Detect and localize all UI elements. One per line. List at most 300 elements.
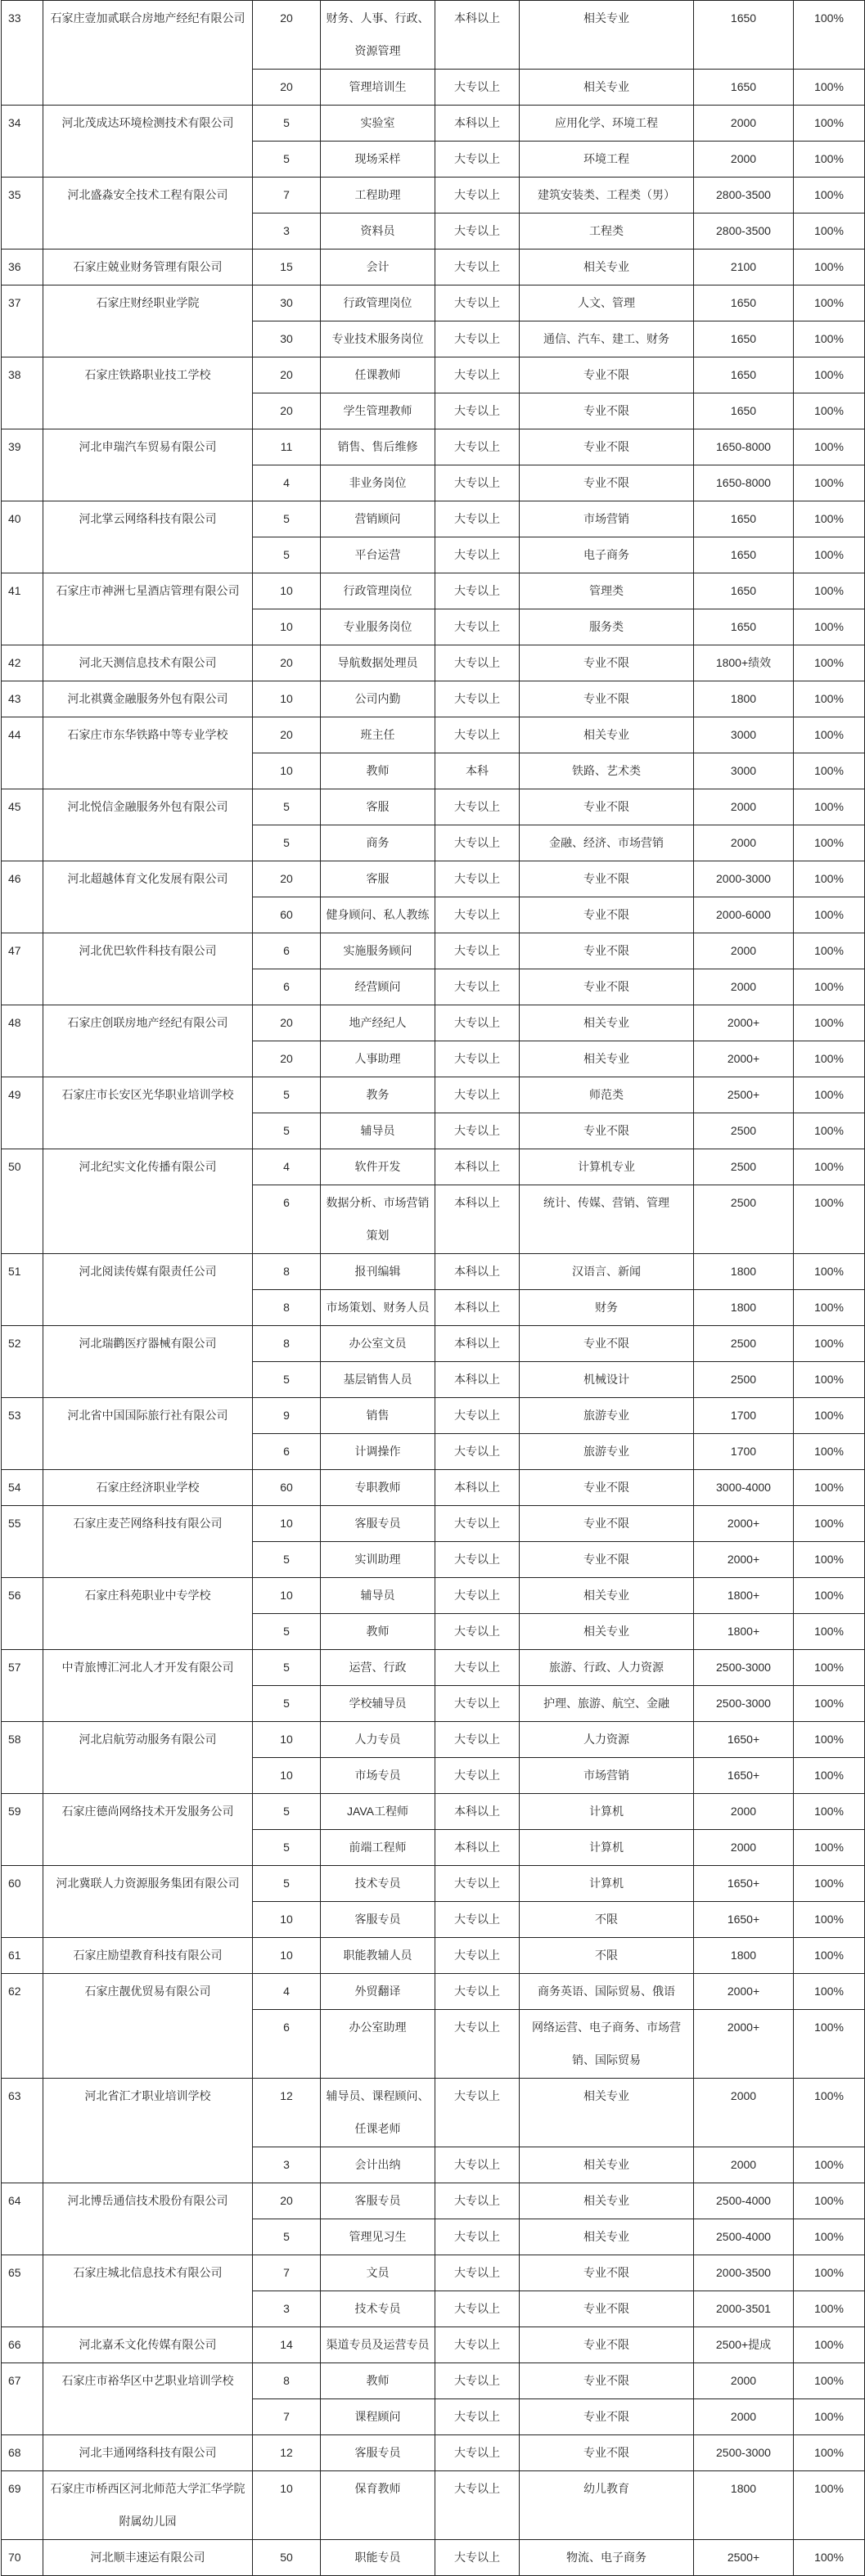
education-requirement: 大专以上 [435,70,520,106]
position-title: 经营顾问 [321,969,435,1005]
rate: 100% [794,753,865,789]
rate: 100% [794,2291,865,2327]
position-title: 工程助理 [321,178,435,214]
education-requirement: 大专以上 [435,2363,520,2399]
salary: 2000 [694,969,794,1005]
major-requirement: 相关专业 [520,2147,694,2183]
salary: 1650+ [694,1758,794,1794]
rate: 100% [794,2183,865,2219]
table-row [2,1794,865,1830]
major-requirement: 工程类 [520,214,694,250]
position-title: 管理见习生 [321,2219,435,2255]
table-row [2,2183,865,2219]
major-requirement: 相关专业 [520,2219,694,2255]
position-title: 学生管理教师 [321,393,435,429]
position-count: 6 [253,969,321,1005]
major-requirement: 专业不限 [520,429,694,465]
education-requirement: 本科以上 [435,1254,520,1290]
position-title: 教师 [321,2363,435,2399]
company-number: 64 [2,2183,43,2255]
education-requirement: 大专以上 [435,2327,520,2363]
education-requirement: 大专以上 [435,861,520,897]
major-requirement: 计算机 [520,1794,694,1830]
rate: 100% [794,1041,865,1077]
salary: 2000+ [694,1974,794,2010]
position-title: 财务、人事、行政、资源管理 [321,1,435,70]
position-count: 10 [253,681,321,717]
rate: 100% [794,2219,865,2255]
job-listings-table [1,0,865,2576]
salary: 1650 [694,609,794,645]
education-requirement: 大专以上 [435,1902,520,1938]
salary: 1800+ [694,1614,794,1650]
position-count: 5 [253,1362,321,1398]
rate: 100% [794,1254,865,1290]
education-requirement: 大专以上 [435,1722,520,1758]
major-requirement: 应用化学、环境工程 [520,106,694,142]
education-requirement: 大专以上 [435,357,520,393]
salary: 2000 [694,2363,794,2399]
company-number: 60 [2,1866,43,1938]
salary: 1800 [694,1938,794,1974]
position-title: 客服 [321,861,435,897]
position-count: 8 [253,1254,321,1290]
salary: 2000 [694,1794,794,1830]
education-requirement: 大专以上 [435,2147,520,2183]
major-requirement: 商务英语、国际贸易、俄语 [520,1974,694,2010]
table-row [2,2255,865,2291]
rate: 100% [794,1866,865,1902]
position-count: 6 [253,1185,321,1254]
table-row [2,501,865,537]
position-count: 5 [253,142,321,178]
position-title: 技术专员 [321,1866,435,1902]
position-count: 5 [253,106,321,142]
position-title: 地产经纪人 [321,1005,435,1041]
major-requirement: 相关专业 [520,70,694,106]
education-requirement: 大专以上 [435,2291,520,2327]
education-requirement: 本科 [435,753,520,789]
rate: 100% [794,1974,865,2010]
education-requirement: 大专以上 [435,501,520,537]
salary: 1650-8000 [694,465,794,501]
salary: 1700 [694,1434,794,1470]
education-requirement: 大专以上 [435,2255,520,2291]
position-count: 10 [253,609,321,645]
position-title: 计调操作 [321,1434,435,1470]
salary: 2500-4000 [694,2183,794,2219]
position-count: 7 [253,2399,321,2435]
position-title: 行政管理岗位 [321,285,435,321]
company-number: 34 [2,106,43,178]
company-name: 河北申瑞汽车贸易有限公司 [43,429,253,501]
salary: 1650+ [694,1722,794,1758]
rate: 100% [794,1506,865,1542]
major-requirement: 专业不限 [520,861,694,897]
rate: 100% [794,2010,865,2079]
company-name: 石家庄市长安区光华职业培训学校 [43,1077,253,1149]
position-count: 5 [253,1614,321,1650]
education-requirement: 大专以上 [435,573,520,609]
company-number: 53 [2,1398,43,1470]
position-title: 公司内勤 [321,681,435,717]
rate: 100% [794,1938,865,1974]
company-name: 石家庄财经职业学院 [43,285,253,357]
salary: 1650 [694,1,794,70]
company-number: 36 [2,250,43,285]
table-row [2,1326,865,1362]
education-requirement: 大专以上 [435,681,520,717]
rate: 100% [794,861,865,897]
job-listings-body [2,1,865,2576]
position-title: 学校辅导员 [321,1686,435,1722]
table-row [2,1149,865,1185]
education-requirement: 本科以上 [435,1185,520,1254]
rate: 100% [794,789,865,825]
position-title: 市场策划、财务人员 [321,1290,435,1326]
position-count: 20 [253,1005,321,1041]
position-count: 20 [253,70,321,106]
rate: 100% [794,2471,865,2540]
table-row [2,285,865,321]
education-requirement: 大专以上 [435,789,520,825]
rate: 100% [794,1614,865,1650]
salary: 2500-3000 [694,1686,794,1722]
company-name: 石家庄麦芒网络科技有限公司 [43,1506,253,1578]
education-requirement: 大专以上 [435,1005,520,1041]
company-number: 33 [2,1,43,106]
position-title: 基层销售人员 [321,1362,435,1398]
company-name: 石家庄市神洲七星酒店管理有限公司 [43,573,253,645]
company-number: 45 [2,789,43,861]
position-title: 任课教师 [321,357,435,393]
company-name: 石家庄科苑职业中专学校 [43,1578,253,1650]
position-count: 20 [253,861,321,897]
table-row [2,250,865,285]
company-number: 57 [2,1650,43,1722]
rate: 100% [794,357,865,393]
major-requirement: 幼儿教育 [520,2471,694,2540]
education-requirement: 大专以上 [435,2219,520,2255]
company-number: 52 [2,1326,43,1398]
major-requirement: 专业不限 [520,2291,694,2327]
major-requirement: 统计、传媒、营销、管理 [520,1185,694,1254]
company-number: 55 [2,1506,43,1578]
table-row [2,573,865,609]
major-requirement: 计算机专业 [520,1149,694,1185]
salary: 2000 [694,106,794,142]
position-count: 12 [253,2435,321,2471]
salary: 1650 [694,285,794,321]
major-requirement: 师范类 [520,1077,694,1113]
salary: 1800 [694,681,794,717]
position-count: 10 [253,1722,321,1758]
company-number: 39 [2,429,43,501]
table-row [2,2540,865,2576]
salary: 2000-6000 [694,897,794,933]
company-name: 河北悦信金融服务外包有限公司 [43,789,253,861]
major-requirement: 市场营销 [520,501,694,537]
education-requirement: 大专以上 [435,321,520,357]
table-row [2,357,865,393]
education-requirement: 大专以上 [435,285,520,321]
salary: 2500 [694,1149,794,1185]
salary: 1650-8000 [694,429,794,465]
position-title: 办公室文员 [321,1326,435,1362]
salary: 3000 [694,753,794,789]
rate: 100% [794,1722,865,1758]
position-count: 4 [253,1974,321,2010]
major-requirement: 电子商务 [520,537,694,573]
rate: 100% [794,285,865,321]
rate: 100% [794,1149,865,1185]
salary: 2000 [694,1830,794,1866]
major-requirement: 物流、电子商务 [520,2540,694,2576]
company-number: 66 [2,2327,43,2363]
education-requirement: 大专以上 [435,1650,520,1686]
rate: 100% [794,1326,865,1362]
education-requirement: 大专以上 [435,465,520,501]
position-count: 11 [253,429,321,465]
education-requirement: 大专以上 [435,1113,520,1149]
position-count: 8 [253,2363,321,2399]
company-number: 50 [2,1149,43,1254]
company-name: 河北超越体育文化发展有限公司 [43,861,253,933]
company-name: 石家庄市东华铁路中等专业学校 [43,717,253,789]
major-requirement: 专业不限 [520,393,694,429]
company-number: 35 [2,178,43,250]
rate: 100% [794,250,865,285]
education-requirement: 大专以上 [435,178,520,214]
position-count: 10 [253,1938,321,1974]
rate: 100% [794,1185,865,1254]
education-requirement: 大专以上 [435,825,520,861]
company-name: 河北纪实文化传播有限公司 [43,1149,253,1254]
company-name: 河北阅读传媒有限责任公司 [43,1254,253,1326]
rate: 100% [794,1758,865,1794]
major-requirement: 专业不限 [520,933,694,969]
salary: 1650 [694,537,794,573]
position-count: 10 [253,1506,321,1542]
position-count: 5 [253,825,321,861]
position-title: 辅导员 [321,1113,435,1149]
education-requirement: 本科以上 [435,1326,520,1362]
salary: 2000 [694,2147,794,2183]
major-requirement: 不限 [520,1938,694,1974]
salary: 2000-3500 [694,2255,794,2291]
education-requirement: 本科以上 [435,106,520,142]
company-name: 河北省中国国际旅行社有限公司 [43,1398,253,1470]
salary: 2000-3501 [694,2291,794,2327]
education-requirement: 大专以上 [435,2079,520,2147]
position-count: 10 [253,1902,321,1938]
position-title: 导航数据处理员 [321,645,435,681]
salary: 2000 [694,789,794,825]
major-requirement: 专业不限 [520,2255,694,2291]
company-name: 石家庄靓优贸易有限公司 [43,1974,253,2079]
position-count: 4 [253,1149,321,1185]
major-requirement: 网络运营、电子商务、市场营销、国际贸易 [520,2010,694,2079]
table-row [2,106,865,142]
rate: 100% [794,178,865,214]
table-row [2,2471,865,2540]
table-row [2,681,865,717]
table-row [2,1938,865,1974]
position-title: 平台运营 [321,537,435,573]
rate: 100% [794,2327,865,2363]
company-number: 38 [2,357,43,429]
rate: 100% [794,1542,865,1578]
salary: 2500-3000 [694,1650,794,1686]
position-count: 5 [253,1686,321,1722]
education-requirement: 大专以上 [435,1686,520,1722]
salary: 2800-3500 [694,178,794,214]
education-requirement: 大专以上 [435,1398,520,1434]
company-number: 47 [2,933,43,1005]
position-title: 外贸翻译 [321,1974,435,2010]
major-requirement: 旅游专业 [520,1434,694,1470]
major-requirement: 专业不限 [520,897,694,933]
salary: 1650+ [694,1902,794,1938]
major-requirement: 通信、汽车、建工、财务 [520,321,694,357]
rate: 100% [794,1,865,70]
education-requirement: 大专以上 [435,1938,520,1974]
position-title: 行政管理岗位 [321,573,435,609]
position-count: 6 [253,1434,321,1470]
rate: 100% [794,501,865,537]
company-number: 44 [2,717,43,789]
major-requirement: 专业不限 [520,465,694,501]
salary: 1650 [694,573,794,609]
rate: 100% [794,2147,865,2183]
major-requirement: 相关专业 [520,1,694,70]
education-requirement: 大专以上 [435,2471,520,2540]
education-requirement: 大专以上 [435,2010,520,2079]
education-requirement: 大专以上 [435,897,520,933]
position-count: 50 [253,2540,321,2576]
position-count: 5 [253,501,321,537]
salary: 1700 [694,1398,794,1434]
table-row [2,2363,865,2399]
major-requirement: 专业不限 [520,645,694,681]
table-row [2,178,865,214]
salary: 1650+ [694,1866,794,1902]
position-title: 资料员 [321,214,435,250]
position-title: 现场采样 [321,142,435,178]
rate: 100% [794,1290,865,1326]
education-requirement: 大专以上 [435,1506,520,1542]
major-requirement: 计算机 [520,1830,694,1866]
salary: 1650 [694,70,794,106]
education-requirement: 大专以上 [435,429,520,465]
rate: 100% [794,1686,865,1722]
salary: 2500 [694,1326,794,1362]
education-requirement: 大专以上 [435,250,520,285]
company-number: 67 [2,2363,43,2435]
major-requirement: 汉语言、新闻 [520,1254,694,1290]
company-name: 石家庄城北信息技术有限公司 [43,2255,253,2327]
major-requirement: 专业不限 [520,1470,694,1506]
company-name: 河北嘉禾文化传媒有限公司 [43,2327,253,2363]
table-row [2,861,865,897]
position-count: 20 [253,1041,321,1077]
company-number: 40 [2,501,43,573]
major-requirement: 人力资源 [520,1722,694,1758]
position-count: 5 [253,1113,321,1149]
company-name: 石家庄励望教育科技有限公司 [43,1938,253,1974]
position-title: 客服 [321,789,435,825]
company-number: 42 [2,645,43,681]
table-row [2,717,865,753]
position-title: 辅导员、课程顾问、任课老师 [321,2079,435,2147]
company-name: 河北掌云网络科技有限公司 [43,501,253,573]
major-requirement: 相关专业 [520,717,694,753]
position-title: 实训助理 [321,1542,435,1578]
table-row [2,2435,865,2471]
education-requirement: 大专以上 [435,1077,520,1113]
position-title: 渠道专员及运营专员 [321,2327,435,2363]
major-requirement: 铁路、艺术类 [520,753,694,789]
rate: 100% [794,897,865,933]
table-row [2,645,865,681]
position-count: 3 [253,2291,321,2327]
table-row [2,2327,865,2363]
table-row [2,1866,865,1902]
salary: 2500-3000 [694,2435,794,2471]
salary: 1800+绩效 [694,645,794,681]
company-name: 河北启航劳动服务有限公司 [43,1722,253,1794]
major-requirement: 相关专业 [520,1041,694,1077]
position-count: 4 [253,465,321,501]
position-title: 数据分析、市场营销策划 [321,1185,435,1254]
company-name: 河北祺冀金融服务外包有限公司 [43,681,253,717]
education-requirement: 本科以上 [435,1149,520,1185]
major-requirement: 专业不限 [520,1113,694,1149]
rate: 100% [794,1398,865,1434]
position-count: 10 [253,2471,321,2540]
rate: 100% [794,1794,865,1830]
rate: 100% [794,2399,865,2435]
rate: 100% [794,429,865,465]
salary: 2500 [694,1185,794,1254]
rate: 100% [794,1830,865,1866]
position-title: 市场专员 [321,1758,435,1794]
rate: 100% [794,645,865,681]
position-title: 非业务岗位 [321,465,435,501]
position-count: 7 [253,178,321,214]
major-requirement: 相关专业 [520,250,694,285]
education-requirement: 大专以上 [435,645,520,681]
company-name: 石家庄创联房地产经纪有限公司 [43,1005,253,1077]
company-number: 43 [2,681,43,717]
salary: 2000+ [694,1005,794,1041]
position-count: 60 [253,897,321,933]
position-count: 5 [253,1866,321,1902]
company-name: 石家庄壹加贰联合房地产经纪有限公司 [43,1,253,106]
rate: 100% [794,1005,865,1041]
company-number: 63 [2,2079,43,2183]
rate: 100% [794,393,865,429]
table-row [2,2079,865,2147]
salary: 1800 [694,1290,794,1326]
salary: 1650 [694,393,794,429]
education-requirement: 大专以上 [435,1041,520,1077]
table-row [2,1578,865,1614]
rate: 100% [794,1578,865,1614]
company-name: 河北优巴软件科技有限公司 [43,933,253,1005]
position-count: 20 [253,357,321,393]
company-number: 65 [2,2255,43,2327]
